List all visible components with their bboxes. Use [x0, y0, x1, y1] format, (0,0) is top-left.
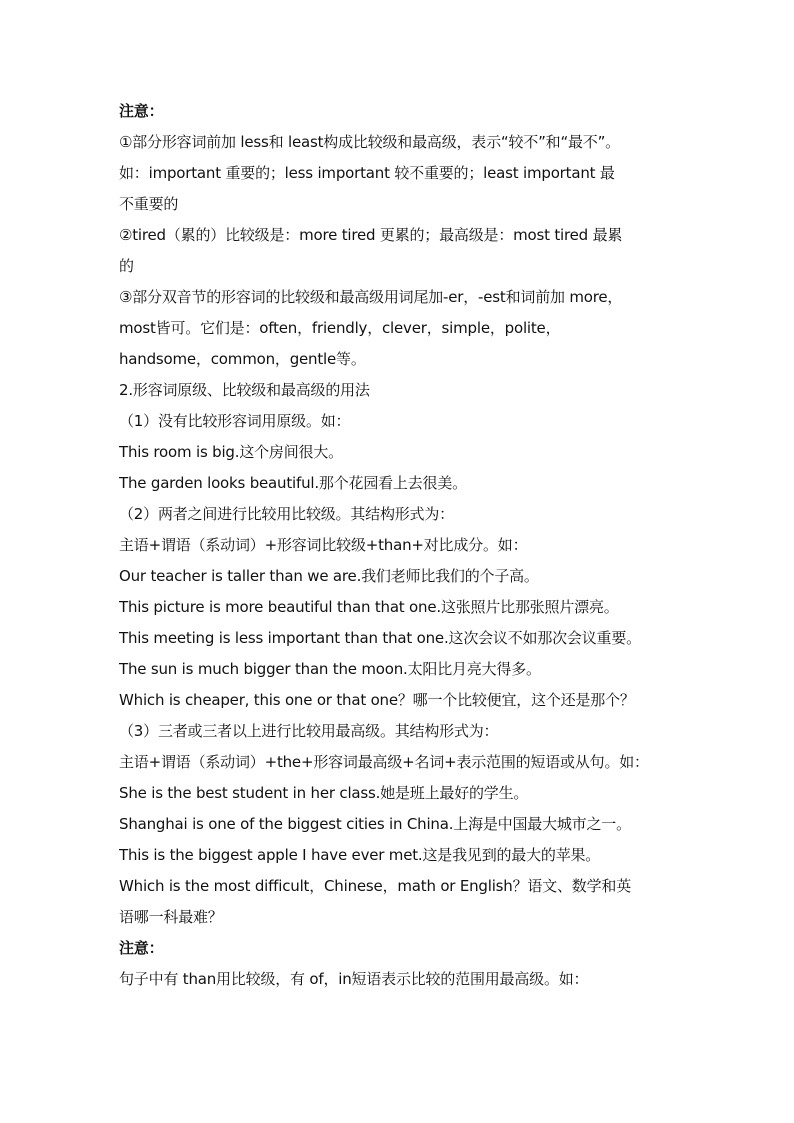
example-line: The garden looks beautiful.那个花园看上去很美。 — [119, 474, 467, 492]
example-line: She is the best student in her class.她是班上最好的学生。 — [119, 784, 529, 802]
subsection-heading: （2）两者之间进行比较用比较级。其结构形式为： — [119, 505, 454, 523]
subsection-heading: （1）没有比较形容词用原级。如： — [119, 412, 351, 430]
text-line: handsome，common，gentle等。 — [119, 350, 366, 368]
example-line: This is the biggest apple I have ever met.这是我见到的最大的苹果。 — [119, 846, 601, 864]
example-line: The sun is much bigger than the moon.太阳比月亮大得多。 — [119, 660, 541, 678]
structure-line: 主语+谓语（系动词）+形容词比较级+than+对比成分。如： — [119, 536, 528, 554]
text-line: 句子中有 than用比较级，有 of，in短语表示比较的范围用最高级。如： — [119, 970, 589, 988]
text-line: ③部分双音节的形容词的比较级和最高级用词尾加-er，-est和词前加 more， — [119, 288, 623, 306]
example-line: Shanghai is one of the biggest cities in China.上海是中国最大城市之一。 — [119, 815, 631, 833]
text-line: 如：important 重要的；less important 较不重要的；least important 最 — [119, 164, 615, 182]
text-line: most皆可。它们是：often，friendly，clever，simple，polite， — [119, 319, 561, 337]
example-line: Which is cheaper, this one or that one？哪一个比较便宜，这个还是那个？ — [119, 691, 635, 709]
text-line: 语哪一科最难？ — [119, 908, 223, 926]
example-line: This room is big.这个房间很大。 — [119, 443, 343, 461]
example-line: Which is the most difficult，Chinese，math or English？语文、数学和英 — [119, 877, 632, 895]
example-line: This meeting is less important than that one.这次会议不如那次会议重要。 — [119, 629, 641, 647]
subsection-heading: （3）三者或三者以上进行比较用最高级。其结构形式为： — [119, 722, 499, 740]
note-heading: 注意： — [119, 939, 164, 957]
text-line: 不重要的 — [119, 195, 179, 213]
example-line: Our teacher is taller than we are.我们老师比我们的个子高。 — [119, 567, 539, 585]
structure-line: 主语+谓语（系动词）+the+形容词最高级+名词+表示范围的短语或从句。如： — [119, 753, 649, 771]
document-page — [119, 96, 679, 995]
section-heading: 2.形容词原级、比较级和最高级的用法 — [119, 381, 370, 399]
text-line: ②tired（累的）比较级是：more tired 更累的；最高级是：most tired 最累 — [119, 226, 623, 244]
note-heading: 注意： — [119, 102, 164, 120]
text-line: ①部分形容词前加 less和 least构成比较级和最高级，表示“较不”和“最不”。 — [119, 133, 620, 151]
text-line: 的 — [119, 257, 134, 275]
example-line: This picture is more beautiful than that one.这张照片比那张照片漂亮。 — [119, 598, 619, 616]
